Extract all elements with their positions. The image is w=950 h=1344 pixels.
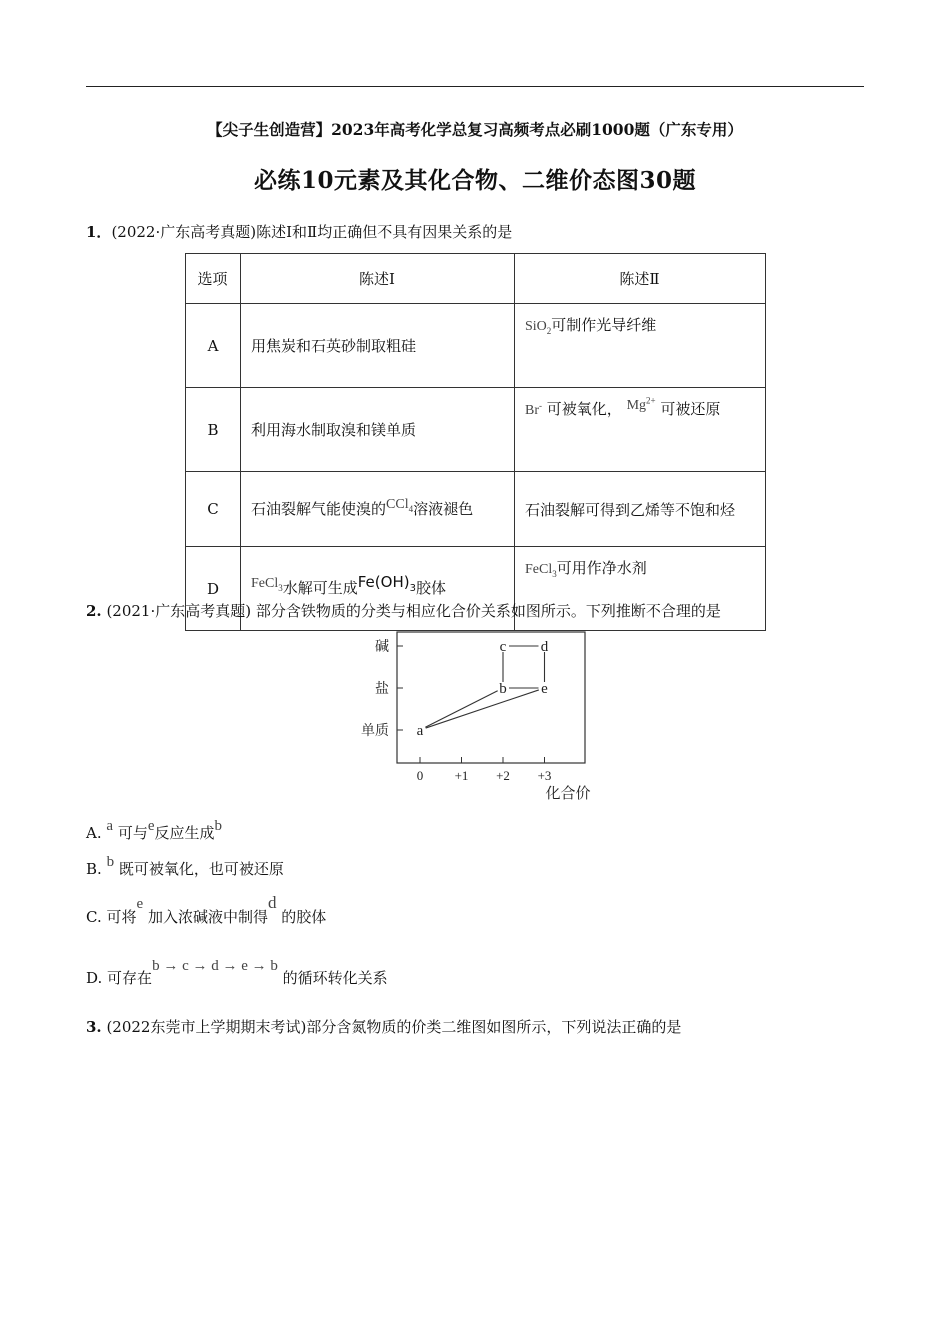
link-line (425, 691, 497, 728)
chart-frame (397, 632, 585, 763)
statement-1-cell: 用焦炭和石英砂制取粗硅 (241, 304, 515, 388)
x-tick-label: +1 (454, 768, 469, 783)
link-line (426, 690, 539, 728)
table-row (186, 304, 766, 388)
table-header-row (186, 254, 766, 304)
y-tick-label: 盐 (375, 681, 389, 697)
header-rule (86, 86, 864, 87)
statement-1-cell: FeCl$_3$水解可生成$Fe(OH)_3$胶体 (241, 547, 515, 631)
option-cell: C (186, 472, 241, 547)
question-3 (86, 1016, 681, 1037)
question-stem: (2021·广东高考真题) 部分含铁物质的分类与相应化合价关系如图所示。下列推断不合理的是 (106, 602, 721, 620)
y-tick-label: 碱 (375, 639, 389, 655)
point-label: b (499, 681, 507, 697)
option-d: D. 可存在b → c → d → e → b 的循环转化关系 (86, 958, 388, 987)
question-stem: (2022·广东高考真题)陈述Ⅰ和Ⅱ均正确但不具有因果关系的是 (111, 223, 513, 241)
statement-2-cell: Br- 可被氧化， $Mg^{2+}$ 可被还原 (515, 388, 766, 472)
statement-2-cell: 石油裂解可得到乙烯等不饱和烃 (515, 472, 766, 547)
table-header: 选项 (186, 254, 241, 304)
option-c: C. 可将e 加入浓碱液中制得d 的胶体 (86, 893, 327, 926)
statement-2-cell: FeCl$_3$可用作净水剂 (515, 547, 766, 631)
option-b: B. b 既可被氧化，也可被还原 (86, 854, 284, 878)
question-2 (86, 600, 721, 621)
question-number: 1． (86, 223, 112, 241)
formula: Br- (525, 400, 542, 418)
question-number: 3. (86, 1018, 102, 1036)
table-row (186, 388, 766, 472)
table-row (186, 472, 766, 547)
statement-1-cell: 利用海水制取溴和镁单质 (241, 388, 515, 472)
x-axis-label: 化合价 (545, 784, 591, 802)
option-a: A. a 可与e反应生成b (86, 818, 223, 842)
statement-table (185, 253, 766, 631)
formula: $Fe(OH)_3$ (357, 573, 416, 594)
option-cell: A (186, 304, 241, 388)
point-label: a (416, 723, 424, 739)
formula: FeCl$_3$ (525, 562, 557, 579)
x-tick-label: +3 (537, 768, 552, 783)
table-header: 陈述Ⅰ (241, 254, 515, 304)
option-cell: D (186, 547, 241, 631)
y-tick-label: 单质 (361, 723, 389, 739)
question-number: 2. (86, 602, 102, 620)
iron-valence-chart (345, 628, 605, 806)
statement-2-cell: SiO$_2$可制作光导纤维 (515, 304, 766, 388)
option-cell: B (186, 388, 241, 472)
question-1 (86, 221, 512, 242)
formula: SiO$_2$ (525, 319, 552, 336)
formula: CCl$_4$ (386, 497, 414, 514)
table-header: 陈述Ⅱ (515, 254, 766, 304)
chapter-title: 必练10元素及其化合物、二维价态图30题 (253, 167, 696, 194)
point-label: d (540, 639, 549, 655)
x-tick-label: +2 (496, 768, 510, 783)
formula: FeCl$_3$ (251, 576, 283, 593)
point-label: e (541, 681, 548, 697)
series-title: 【尖子生创造营】2023年高考化学总复习高频考点必刷1000题（广东专用） (207, 120, 743, 139)
question-stem: (2022东莞市上学期期末考试)部分含氮物质的价类二维图如图所示，下列说法正确的是 (106, 1018, 682, 1036)
x-tick-label: 0 (416, 768, 424, 783)
formula: $Mg^{2+}$ (626, 395, 656, 413)
statement-1-cell: 石油裂解气能使溴的CCl$_4$溶液褪色 (241, 472, 515, 547)
point-label: c (499, 639, 507, 655)
